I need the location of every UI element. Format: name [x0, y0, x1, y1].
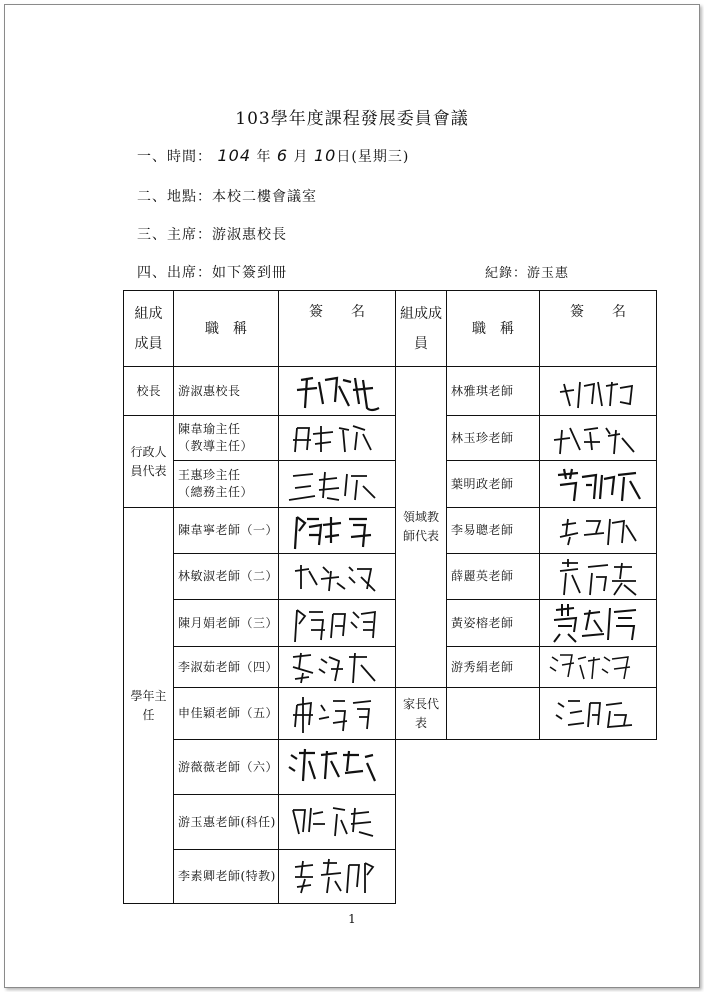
- meeting-time: [137, 146, 409, 166]
- header-signature: 簽 名: [279, 291, 396, 367]
- role-cell: [447, 688, 540, 740]
- blank-area: [396, 850, 657, 904]
- page-title: 103學年度課程發展委員會議: [235, 109, 469, 129]
- group-domain-teachers: 領域教 師代表: [396, 367, 447, 688]
- header-title-2: 職 稱: [447, 291, 540, 367]
- role-cell: 黃姿榕老師: [447, 600, 540, 647]
- handwritten-signature: [279, 368, 395, 414]
- page-number: 1: [348, 912, 356, 926]
- time-label: 一、時間：: [137, 149, 212, 165]
- role-cell: 游薇薇老師（六）: [174, 740, 279, 795]
- handwritten-signature: [279, 416, 395, 460]
- handwritten-signature: [279, 647, 395, 687]
- blank-area: [396, 740, 657, 795]
- signature-cell: [540, 461, 657, 508]
- signature-cell: [540, 688, 657, 740]
- handwritten-signature: [279, 509, 395, 553]
- role-cell: 王惠珍主任 （總務主任）: [174, 461, 279, 508]
- signature-cell: [279, 416, 396, 461]
- signature-cell: [279, 850, 396, 904]
- time-year-unit: 年: [256, 149, 272, 165]
- table-row: [124, 740, 657, 795]
- header-title: 職 稱: [174, 291, 279, 367]
- signature-cell: [540, 416, 657, 461]
- role-cell: 林敏淑老師（二）: [174, 554, 279, 600]
- role-cell: 陳韋寧老師（一）: [174, 508, 279, 554]
- table-row: [124, 461, 657, 508]
- handwritten-signature: [279, 689, 395, 739]
- role-cell: 陳月娟老師（三）: [174, 600, 279, 647]
- table-row: [124, 688, 657, 740]
- handwritten-signature: [540, 689, 656, 739]
- role-cell: 薛麗英老師: [447, 554, 540, 600]
- signature-cell: [279, 600, 396, 647]
- signature-cell: [540, 367, 657, 416]
- header-signature-2: 簽 名: [540, 291, 657, 367]
- role-cell: 葉明政老師: [447, 461, 540, 508]
- signature-cell: [279, 554, 396, 600]
- sign-in-table: [123, 290, 657, 904]
- meeting-attendance: 四、出席：如下簽到冊: [137, 265, 287, 281]
- handwritten-signature: [540, 416, 656, 460]
- signature-cell: [540, 647, 657, 688]
- handwritten-signature: [279, 796, 395, 848]
- table-row: [124, 416, 657, 461]
- table-row: [124, 600, 657, 647]
- role-cell: 林玉珍老師: [447, 416, 540, 461]
- table-row: [124, 850, 657, 904]
- role-cell: 陳韋瑜主任 （教導主任）: [174, 416, 279, 461]
- signature-cell: [540, 554, 657, 600]
- header-group-2: 組成成 員: [396, 291, 447, 367]
- role-cell: 申佳穎老師（五）: [174, 688, 279, 740]
- handwritten-signature: [279, 462, 395, 506]
- role-cell: 游秀絹老師: [447, 647, 540, 688]
- handwritten-signature: [279, 741, 395, 793]
- time-weekday: 日(星期三): [336, 149, 410, 165]
- handwritten-signature: [540, 647, 656, 687]
- table-row: [124, 554, 657, 600]
- role-cell: 游玉惠老師(科任): [174, 795, 279, 850]
- blank-area: [396, 795, 657, 850]
- meeting-place: 二、地點：本校二樓會議室: [137, 189, 317, 205]
- role-cell: 李素卿老師(特教): [174, 850, 279, 904]
- table-header-row: [124, 291, 657, 367]
- signature-cell: [279, 508, 396, 554]
- signature-cell: [279, 740, 396, 795]
- time-month-unit: 月: [293, 149, 309, 165]
- role-cell: 游淑惠校長: [174, 367, 279, 416]
- time-year: 104: [217, 146, 251, 165]
- header-group: 組成 成員: [124, 291, 174, 367]
- handwritten-signature: [279, 600, 395, 646]
- table-row: [124, 795, 657, 850]
- group-parent-rep: 家長代 表: [396, 688, 447, 740]
- time-day: 10: [314, 146, 337, 165]
- signature-cell: [279, 367, 396, 416]
- handwritten-signature: [540, 461, 656, 507]
- group-principal: 校長: [124, 367, 174, 416]
- handwritten-signature: [540, 555, 656, 599]
- handwritten-signature: [540, 509, 656, 553]
- table-row: [124, 647, 657, 688]
- meeting-recorder: 紀錄：游玉惠: [485, 266, 570, 281]
- handwritten-signature: [540, 368, 656, 414]
- group-grade-heads: 學年主 任: [124, 508, 174, 904]
- table-row: [124, 508, 657, 554]
- signature-cell: [279, 647, 396, 688]
- group-admin: 行政人 員代表: [124, 416, 174, 508]
- table-row: [124, 367, 657, 416]
- role-cell: 李易聰老師: [447, 508, 540, 554]
- signature-cell: [279, 795, 396, 850]
- role-cell: 林雅琪老師: [447, 367, 540, 416]
- signature-cell: [540, 600, 657, 647]
- meeting-chair: 三、主席：游淑惠校長: [137, 227, 287, 243]
- time-month: 6: [276, 146, 289, 165]
- handwritten-signature: [279, 851, 395, 903]
- handwritten-signature: [279, 555, 395, 599]
- signature-cell: [279, 688, 396, 740]
- signature-cell: [540, 508, 657, 554]
- handwritten-signature: [540, 600, 656, 646]
- role-cell: 李淑茹老師（四）: [174, 647, 279, 688]
- signature-cell: [279, 461, 396, 508]
